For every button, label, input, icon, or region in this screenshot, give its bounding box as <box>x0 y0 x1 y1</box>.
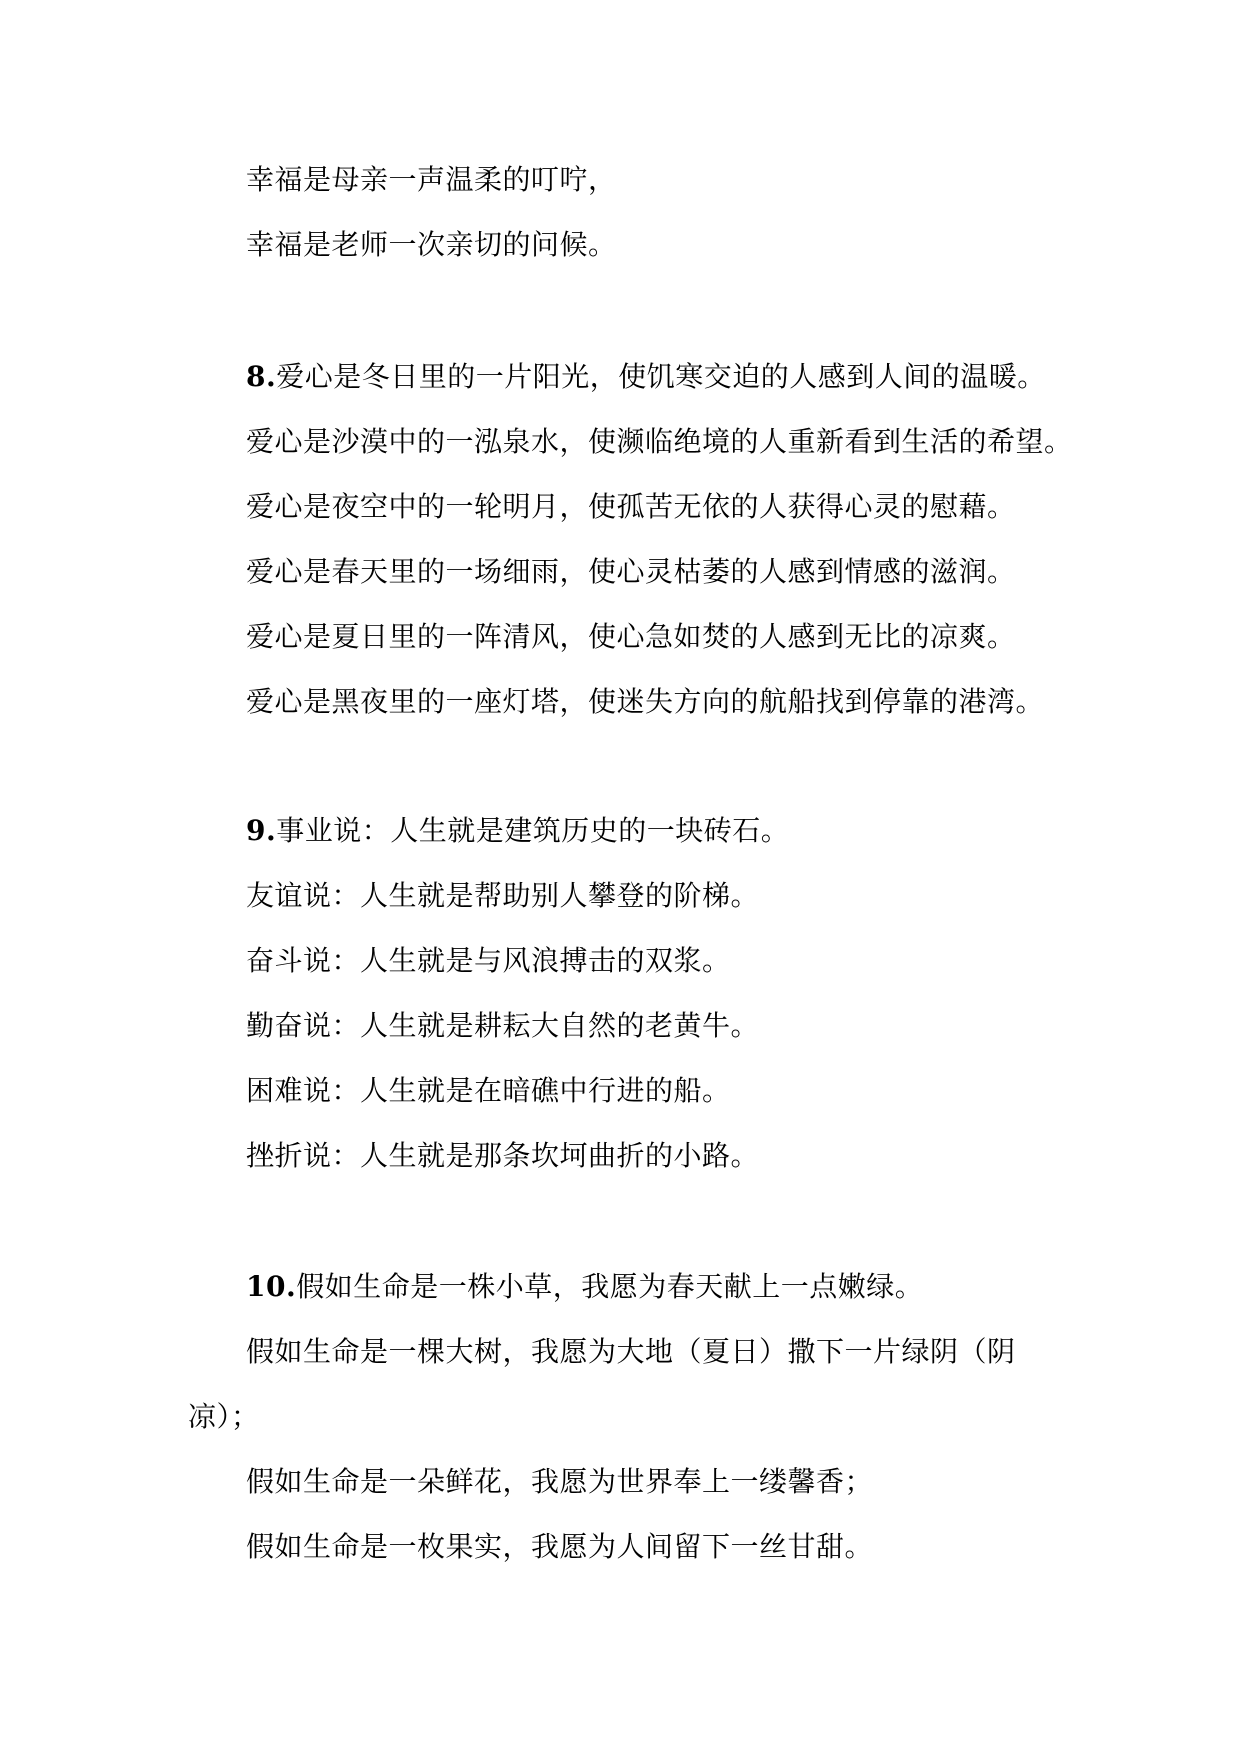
item-8-line-4: 爱心是春天里的一场细雨，使心灵枯萎的人感到情感的滋润。 <box>246 555 1016 588</box>
item-9-line-1-text: 事业说：人生就是建筑历史的一块砖石。 <box>276 814 790 847</box>
item-8-line-3: 爱心是夜空中的一轮明月，使孤苦无依的人获得心灵的慰藉。 <box>246 490 1016 523</box>
item-8-number: 8. <box>246 360 277 393</box>
item-8-line-1 <box>246 357 1046 397</box>
item-9-number: 9. <box>246 814 277 847</box>
item-10-line-1 <box>246 1267 923 1307</box>
item-9-line-5: 困难说：人生就是在暗礁中行进的船。 <box>246 1074 731 1107</box>
item-9-line-1 <box>246 811 789 851</box>
item-10-line-1-text: 假如生命是一株小草，我愿为春天献上一点嫩绿。 <box>296 1270 924 1303</box>
item-8-line-5: 爱心是夏日里的一阵清风，使心急如焚的人感到无比的凉爽。 <box>246 620 1016 653</box>
item-10-line-2-continued: 凉）； <box>188 1400 260 1433</box>
item-9-line-4: 勤奋说：人生就是耕耘大自然的老黄牛。 <box>246 1009 760 1042</box>
item-10-line-2: 假如生命是一棵大树，我愿为大地（夏日）撒下一片绿阴（阴 <box>246 1335 1016 1368</box>
item-10-line-3: 假如生命是一朵鲜花，我愿为世界奉上一缕馨香； <box>246 1465 874 1498</box>
item-8-line-6: 爱心是黑夜里的一座灯塔，使迷失方向的航船找到停靠的港湾。 <box>246 685 1045 718</box>
item-8-line-2: 爱心是沙漠中的一泓泉水，使濒临绝境的人重新看到生活的希望。 <box>246 425 1073 458</box>
happiness-line-1: 幸福是母亲一声温柔的叮咛， <box>246 163 617 196</box>
item-9-line-3: 奋斗说：人生就是与风浪搏击的双浆。 <box>246 944 731 977</box>
happiness-line-2: 幸福是老师一次亲切的问候。 <box>246 228 617 261</box>
item-10-line-4: 假如生命是一枚果实，我愿为人间留下一丝甘甜。 <box>246 1530 874 1563</box>
item-10-number: 10. <box>246 1270 297 1303</box>
item-9-line-6: 挫折说：人生就是那条坎坷曲折的小路。 <box>246 1139 760 1172</box>
item-9-line-2: 友谊说：人生就是帮助别人攀登的阶梯。 <box>246 879 760 912</box>
item-8-line-1-text: 爱心是冬日里的一片阳光，使饥寒交迫的人感到人间的温暖。 <box>276 360 1046 393</box>
